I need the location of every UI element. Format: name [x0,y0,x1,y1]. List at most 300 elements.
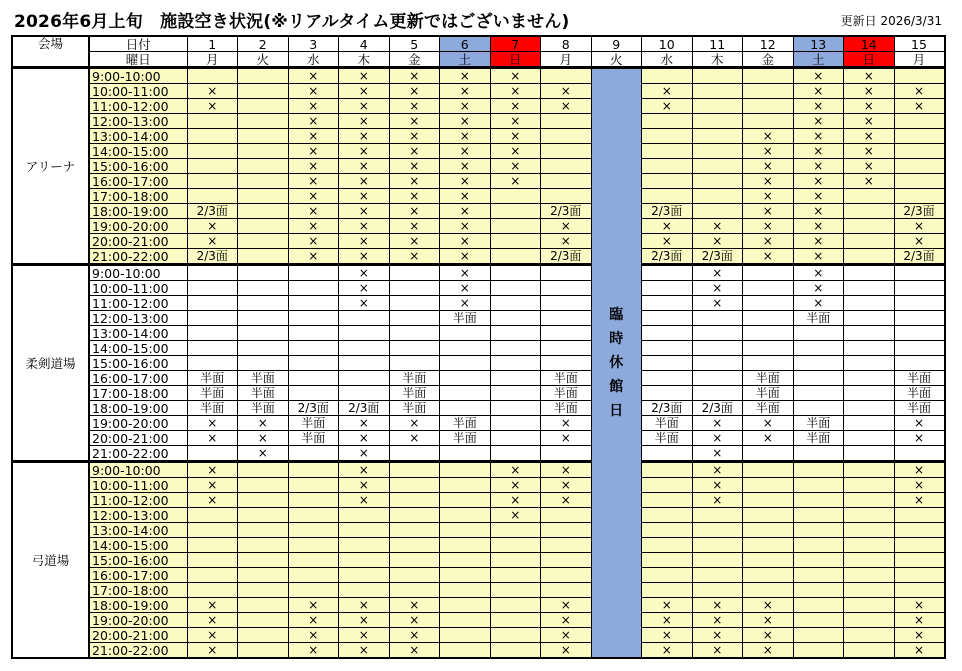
time-slot: 14:00-15:00 [89,341,187,356]
status-cell: × [187,613,238,628]
status-cell [440,401,491,416]
status-cell [440,538,491,553]
date-cell: 6 [440,36,491,52]
status-cell [642,129,693,144]
status-cell [844,371,895,386]
status-cell [894,281,945,296]
time-slot: 18:00-19:00 [89,401,187,416]
status-cell [490,296,541,311]
status-cell: × [490,493,541,508]
status-cell: × [389,643,440,659]
status-cell: 半面 [389,371,440,386]
status-cell [642,568,693,583]
status-cell [541,508,592,523]
date-cell: 15 [894,36,945,52]
table-row [12,84,945,99]
status-cell [642,462,693,478]
status-cell [844,508,895,523]
status-cell: × [339,598,390,613]
status-cell: × [793,159,844,174]
status-cell [541,311,592,326]
status-cell [238,296,289,311]
status-cell: × [339,628,390,643]
status-cell: × [490,174,541,189]
status-cell [642,478,693,493]
status-cell: 半面 [389,386,440,401]
table-row [12,478,945,493]
status-cell [389,538,440,553]
status-cell [844,265,895,281]
status-cell: × [692,431,743,446]
status-cell [541,326,592,341]
weekday-cell: 土 [440,52,491,68]
status-cell [490,583,541,598]
status-cell [187,341,238,356]
status-cell: × [288,234,339,249]
status-cell [490,249,541,265]
status-cell [339,568,390,583]
status-cell: 半面 [440,416,491,431]
status-cell: × [490,508,541,523]
status-cell [490,553,541,568]
status-cell: × [743,416,794,431]
date-cell: 3 [288,36,339,52]
status-cell: × [541,431,592,446]
status-cell [187,174,238,189]
status-cell [187,114,238,129]
time-slot: 20:00-21:00 [89,431,187,446]
table-row [12,234,945,249]
table-row [12,416,945,431]
status-cell [339,356,390,371]
date-cell: 5 [389,36,440,52]
status-cell [844,613,895,628]
status-cell [642,68,693,84]
status-cell [288,341,339,356]
status-cell: × [743,598,794,613]
status-cell [490,643,541,659]
date-cell: 14 [844,36,895,52]
status-cell [743,523,794,538]
status-cell [743,265,794,281]
status-cell [187,296,238,311]
status-cell [844,462,895,478]
status-cell: × [389,598,440,613]
status-cell [490,401,541,416]
table-row [12,598,945,613]
status-cell [238,628,289,643]
status-cell [692,204,743,219]
status-cell [844,386,895,401]
status-cell [490,265,541,281]
status-cell [339,386,390,401]
status-cell [692,174,743,189]
status-cell: × [743,129,794,144]
status-cell [238,174,289,189]
status-cell [541,68,592,84]
status-cell [844,204,895,219]
status-cell [440,371,491,386]
time-slot: 9:00-10:00 [89,265,187,281]
status-cell: × [440,129,491,144]
status-cell: × [743,613,794,628]
status-cell [389,568,440,583]
status-cell: × [793,265,844,281]
status-cell: × [389,99,440,114]
status-cell: × [642,234,693,249]
status-cell: × [339,431,390,446]
status-cell: × [541,462,592,478]
status-cell [389,296,440,311]
status-cell: × [793,249,844,265]
status-cell: × [288,114,339,129]
status-cell: × [389,249,440,265]
status-cell [389,446,440,462]
status-cell: × [440,159,491,174]
status-cell: × [894,643,945,659]
status-cell: 2/3面 [187,204,238,219]
table-row [12,189,945,204]
status-cell: × [490,144,541,159]
status-cell: × [642,99,693,114]
status-cell: 半面 [389,401,440,416]
status-cell [440,508,491,523]
status-cell [339,538,390,553]
time-slot: 12:00-13:00 [89,508,187,523]
status-cell: × [642,598,693,613]
status-cell [288,478,339,493]
time-slot: 13:00-14:00 [89,326,187,341]
status-cell [187,583,238,598]
table-row [12,583,945,598]
status-cell [743,356,794,371]
status-cell: × [490,478,541,493]
table-row [12,296,945,311]
status-cell [743,281,794,296]
table-row [12,493,945,508]
table-row [12,643,945,659]
status-cell [389,311,440,326]
status-cell: × [692,296,743,311]
table-row [12,341,945,356]
status-cell: × [339,114,390,129]
status-cell [187,568,238,583]
status-cell: × [389,219,440,234]
status-cell [642,311,693,326]
weekday-cell: 金 [743,52,794,68]
status-cell: × [541,628,592,643]
status-cell [238,538,289,553]
status-cell [743,446,794,462]
status-cell [288,371,339,386]
status-cell [642,508,693,523]
status-cell: × [339,84,390,99]
status-cell [692,129,743,144]
status-cell [793,493,844,508]
status-cell [642,296,693,311]
status-cell: × [894,493,945,508]
status-cell: × [440,249,491,265]
status-cell [692,356,743,371]
status-cell [793,628,844,643]
status-cell: × [440,204,491,219]
status-cell [490,613,541,628]
status-cell [541,583,592,598]
table-row [12,508,945,523]
status-cell [743,538,794,553]
time-slot: 14:00-15:00 [89,538,187,553]
status-cell [389,478,440,493]
status-cell [743,568,794,583]
status-cell [793,341,844,356]
status-cell [541,281,592,296]
status-cell [894,129,945,144]
status-cell: × [187,628,238,643]
status-cell: × [389,416,440,431]
status-cell [238,129,289,144]
status-cell [793,356,844,371]
status-cell [793,643,844,659]
status-cell: × [187,493,238,508]
status-cell [541,553,592,568]
status-cell: × [743,219,794,234]
status-cell [490,628,541,643]
weekday-cell: 月 [187,52,238,68]
status-cell: × [541,613,592,628]
status-cell [541,341,592,356]
time-slot: 10:00-11:00 [89,281,187,296]
status-cell: 半面 [793,416,844,431]
status-cell [389,341,440,356]
status-cell: × [793,144,844,159]
table-row [12,356,945,371]
status-cell: × [743,643,794,659]
status-cell [743,99,794,114]
time-slot: 9:00-10:00 [89,462,187,478]
status-cell [894,326,945,341]
table-row [12,265,945,281]
status-cell: 半面 [187,386,238,401]
weekday-cell: 水 [642,52,693,68]
status-cell [692,114,743,129]
status-cell [440,478,491,493]
status-cell [894,174,945,189]
status-cell: × [894,234,945,249]
status-cell: × [894,416,945,431]
status-cell: × [844,114,895,129]
weekday-cell: 火 [238,52,289,68]
status-cell [743,478,794,493]
venue-header: 会場 [12,36,89,68]
status-cell: × [339,281,390,296]
status-cell: × [642,613,693,628]
status-cell: × [288,99,339,114]
status-cell [541,159,592,174]
status-cell: × [389,189,440,204]
status-cell [238,553,289,568]
status-cell: × [288,613,339,628]
status-cell: × [339,204,390,219]
status-cell [187,129,238,144]
status-cell: 半面 [793,431,844,446]
status-cell [288,296,339,311]
status-cell: 半面 [288,416,339,431]
time-slot: 10:00-11:00 [89,478,187,493]
time-slot: 15:00-16:00 [89,356,187,371]
status-cell: 半面 [288,431,339,446]
time-slot: 11:00-12:00 [89,99,187,114]
status-cell: × [642,219,693,234]
status-cell [339,583,390,598]
status-cell [692,326,743,341]
status-cell: × [541,478,592,493]
status-cell [692,523,743,538]
status-cell: × [692,219,743,234]
status-cell: 2/3面 [692,249,743,265]
status-cell [894,144,945,159]
status-cell [894,568,945,583]
status-cell [844,341,895,356]
status-cell [238,493,289,508]
status-cell [288,462,339,478]
status-cell [844,356,895,371]
weekday-header: 曜日 [89,52,187,68]
status-cell [894,189,945,204]
status-cell [389,326,440,341]
status-cell: 2/3面 [642,401,693,416]
closed-day-cell [591,68,642,659]
weekday-cell: 水 [288,52,339,68]
status-cell [844,568,895,583]
status-cell: × [692,416,743,431]
status-cell: × [692,628,743,643]
status-cell: × [389,234,440,249]
status-cell [692,84,743,99]
status-cell: × [793,114,844,129]
time-slot: 15:00-16:00 [89,553,187,568]
status-cell: 2/3面 [692,401,743,416]
status-cell: × [743,431,794,446]
status-cell: × [844,68,895,84]
time-slot: 18:00-19:00 [89,598,187,613]
table-row [12,114,945,129]
status-cell [440,553,491,568]
status-cell [238,478,289,493]
status-cell [541,265,592,281]
status-cell [238,204,289,219]
status-cell: × [793,189,844,204]
status-cell [238,265,289,281]
status-cell: × [187,598,238,613]
status-cell [743,341,794,356]
status-cell: × [440,174,491,189]
status-cell [238,356,289,371]
time-slot: 16:00-17:00 [89,371,187,386]
weekday-cell: 金 [389,52,440,68]
status-cell [844,628,895,643]
time-slot: 21:00-22:00 [89,249,187,265]
table-row [12,311,945,326]
status-cell [692,189,743,204]
table-row [12,129,945,144]
status-cell [490,311,541,326]
status-cell [743,583,794,598]
date-cell: 13 [793,36,844,52]
time-slot: 9:00-10:00 [89,68,187,84]
status-cell [187,311,238,326]
table-row [12,568,945,583]
time-slot: 17:00-18:00 [89,583,187,598]
table-row [12,281,945,296]
status-cell [793,462,844,478]
status-cell [288,326,339,341]
status-cell [642,356,693,371]
status-cell [844,234,895,249]
status-cell [844,553,895,568]
status-cell [642,265,693,281]
status-cell: × [440,296,491,311]
status-cell [793,568,844,583]
status-cell [389,462,440,478]
status-cell [238,68,289,84]
status-cell: × [389,144,440,159]
status-cell [490,204,541,219]
status-cell: 半面 [743,401,794,416]
status-cell [490,356,541,371]
status-cell [642,553,693,568]
status-cell: × [389,68,440,84]
status-cell [339,326,390,341]
status-cell [743,508,794,523]
status-cell [642,281,693,296]
status-cell [440,628,491,643]
date-cell: 11 [692,36,743,52]
status-cell: 2/3面 [894,249,945,265]
status-cell: × [490,68,541,84]
status-cell: 2/3面 [339,401,390,416]
status-cell: × [743,144,794,159]
status-cell: × [389,174,440,189]
status-cell: × [541,84,592,99]
status-cell [389,583,440,598]
status-cell: × [238,431,289,446]
status-cell [288,311,339,326]
status-cell: × [440,281,491,296]
status-cell: × [389,114,440,129]
weekday-cell: 日 [844,52,895,68]
status-cell [793,446,844,462]
status-cell [793,478,844,493]
status-cell: × [288,628,339,643]
status-cell [238,99,289,114]
status-cell: × [894,478,945,493]
status-cell: × [894,598,945,613]
status-cell [541,174,592,189]
time-slot: 19:00-20:00 [89,416,187,431]
status-cell [440,613,491,628]
status-cell: × [440,114,491,129]
status-cell [238,568,289,583]
status-cell [440,386,491,401]
status-cell: 2/3面 [541,249,592,265]
status-cell [692,538,743,553]
table-row [12,446,945,462]
status-cell: × [389,628,440,643]
status-cell: 半面 [894,371,945,386]
status-cell: × [894,219,945,234]
status-cell [187,265,238,281]
status-cell [743,114,794,129]
